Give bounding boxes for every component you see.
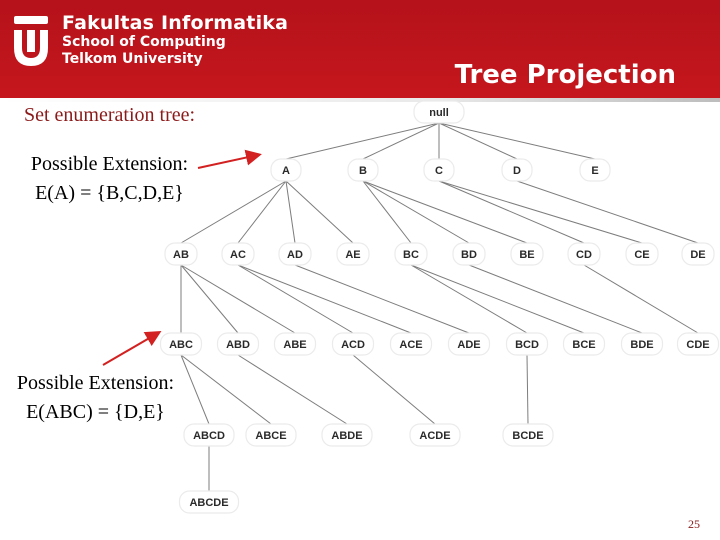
- tree-node-ac: [222, 243, 254, 265]
- tree-node-label: BC: [403, 249, 419, 261]
- tree-node-a: [271, 159, 301, 181]
- tree-node-e: [580, 159, 610, 181]
- tree-node-abc: [161, 333, 202, 355]
- tree-node-ace: [391, 333, 432, 355]
- slide-title: Tree Projection: [454, 60, 676, 90]
- tree-edge-ac-acd: [238, 265, 353, 333]
- tree-node-abce: [246, 424, 296, 446]
- tree-node-label: B: [359, 165, 367, 177]
- tree-node-label: BCDE: [512, 430, 544, 442]
- tree-node-label: D: [513, 165, 521, 177]
- tree-edge-a-ac: [238, 181, 286, 243]
- tree-node-b: [348, 159, 378, 181]
- tree-node-acd: [333, 333, 374, 355]
- brand-line-1: Fakultas Informatika: [62, 12, 289, 34]
- tree-node-label: CDE: [686, 339, 710, 351]
- tree-node-label: DE: [690, 249, 706, 261]
- tree-node-cde: [678, 333, 719, 355]
- tree-node-d: [502, 159, 532, 181]
- tree-edge-c-cd: [439, 181, 584, 243]
- tree-node-null: [414, 101, 464, 123]
- tree-edge-abd-abde: [238, 355, 347, 424]
- tree-edge-null-d: [439, 123, 517, 159]
- tree-node-label: ACD: [341, 339, 365, 351]
- tree-edge-acd-acde: [353, 355, 435, 424]
- tree-node-label: ABE: [283, 339, 307, 351]
- tree-node-be: [511, 243, 543, 265]
- tree-node-label: BCD: [515, 339, 539, 351]
- tree-node-label: ABC: [169, 339, 193, 351]
- annotation-arrow-abc: [103, 333, 158, 365]
- tree-node-label: ABD: [226, 339, 250, 351]
- tree-node-label: AE: [345, 249, 361, 261]
- page-number: 25: [688, 517, 700, 531]
- tree-node-c: [424, 159, 454, 181]
- tree-edge-bc-bcd: [411, 265, 527, 333]
- tree-node-label: BE: [519, 249, 535, 261]
- tree-node-label: BD: [461, 249, 477, 261]
- tree-node-bc: [395, 243, 427, 265]
- tree-edge-a-ae: [286, 181, 353, 243]
- tree-node-label: ABCE: [255, 430, 287, 442]
- tree-node-label: ACE: [399, 339, 423, 351]
- tree-node-bcd: [507, 333, 548, 355]
- tree-node-ae: [337, 243, 369, 265]
- tree-node-ad: [279, 243, 311, 265]
- tree-edge-c-ce: [439, 181, 642, 243]
- tree-node-abe: [275, 333, 316, 355]
- annotation-extension-a: Possible Extension: E(A) = {B,C,D,E}: [30, 153, 189, 204]
- tree-node-cd: [568, 243, 600, 265]
- tree-node-bce: [564, 333, 605, 355]
- brand-line-3: Telkom University: [62, 51, 203, 67]
- tree-node-ce: [626, 243, 658, 265]
- tree-node-bd: [453, 243, 485, 265]
- tree-node-ab: [165, 243, 197, 265]
- tree-node-label: AB: [173, 249, 189, 261]
- tree-edge-ab-abd: [181, 265, 238, 333]
- tree-edge-bc-bce: [411, 265, 584, 333]
- tree-node-label: CD: [576, 249, 592, 261]
- tree-node-label: C: [435, 165, 443, 177]
- tree-edge-null-b: [363, 123, 439, 159]
- tree-node-abd: [218, 333, 259, 355]
- tree-edge-a-ad: [286, 181, 295, 243]
- tree-edge-d-de: [517, 181, 698, 243]
- tree-node-label: ABCD: [193, 430, 225, 442]
- tree-edge-ac-ace: [238, 265, 411, 333]
- tree-edge-ab-abe: [181, 265, 295, 333]
- tree-node-abcd: [184, 424, 234, 446]
- brand-line-2: School of Computing: [62, 34, 226, 50]
- tree-node-bcde: [503, 424, 553, 446]
- annotation-extension-abc: Possible Extension: E(ABC) = {D,E}: [16, 372, 175, 423]
- tree-edge-bcd-bcde: [527, 355, 528, 424]
- tree-node-label: ABDE: [331, 430, 363, 442]
- tree-node-abcde: [180, 491, 239, 513]
- tree-node-label: E: [591, 165, 599, 177]
- tree-node-label: A: [282, 165, 290, 177]
- tree-edge-null-a: [286, 123, 439, 159]
- tree-edge-ad-ade: [295, 265, 469, 333]
- tree-node-label: ACDE: [419, 430, 451, 442]
- tree-node-de: [682, 243, 714, 265]
- tree-node-label: AD: [287, 249, 303, 261]
- tree-edge-bd-bde: [469, 265, 642, 333]
- subtitle: Set enumeration tree:: [24, 104, 196, 126]
- tree-edge-a-ab: [181, 181, 286, 243]
- tree-node-acde: [410, 424, 460, 446]
- tree-node-label: ADE: [457, 339, 481, 351]
- tree-node-label: null: [429, 107, 449, 119]
- tree-node-bde: [622, 333, 663, 355]
- tree-node-ade: [449, 333, 490, 355]
- tree-node-label: BCE: [572, 339, 596, 351]
- tree-node-label: BDE: [630, 339, 654, 351]
- tree-node-abde: [322, 424, 372, 446]
- tree-node-label: AC: [230, 249, 246, 261]
- tree-node-label: ABCDE: [189, 497, 229, 509]
- tree-edge-null-e: [439, 123, 595, 159]
- tree-edge-b-bd: [363, 181, 469, 243]
- tree-node-label: CE: [634, 249, 650, 261]
- annotation-arrow-a: [198, 155, 258, 168]
- tree-edge-cd-cde: [584, 265, 698, 333]
